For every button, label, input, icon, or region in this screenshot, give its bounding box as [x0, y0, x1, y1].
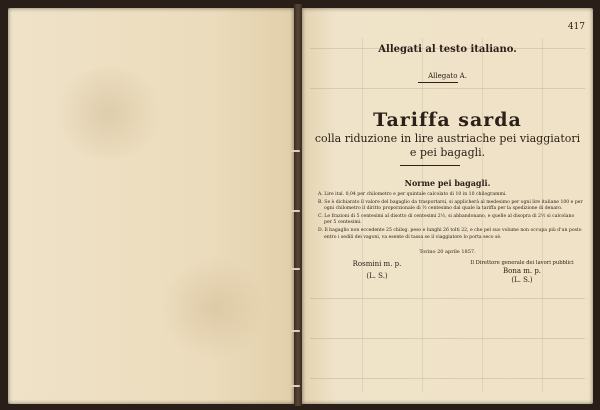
binding-gutter [294, 4, 302, 406]
rule-item-c: C. Le frazioni di 5 centesimi al disotto di centesimi 2½, si abbandonano, e quelle al disopra di 2½ si calcolano per 5 centesimi. [318, 213, 575, 226]
rule-item-d: D. Il bagaglio non eccedente 25 chilog. peso e lunghi 26 tolti 22, e che pel suo volume non occupa più d'un posto entro i sedili dei vagoni, va esente di tassa se il viaggiatore lo porta seco sè. [318, 227, 582, 240]
document-subtitle: colla riduzione in lire austriache pei viaggiatori e pei bagagli. [314, 132, 581, 159]
show-through-line [310, 378, 585, 379]
date-line: Torino 20 aprile 1857. [419, 249, 476, 255]
binding-stitch [290, 268, 300, 270]
running-header: Allegati al testo italiano. [378, 44, 517, 55]
left-page [8, 8, 294, 404]
binding-stitch [290, 330, 300, 332]
show-through-line [310, 338, 585, 339]
paper-stain [158, 258, 268, 358]
show-through-line [310, 298, 585, 299]
rules-list [318, 192, 583, 242]
section-heading: Norme pei bagagli. [404, 178, 491, 188]
page-number: 417 [567, 22, 585, 32]
signature-left-seal: (L. S.) [366, 272, 388, 280]
rule-item-a: A. Lire ital. 0,04 per chilometro e per quintale calcolato di 10 in 10 chilogrammi. [318, 192, 507, 197]
allegato-underline [418, 82, 458, 83]
binding-stitch [290, 150, 300, 152]
binding-stitch [290, 385, 300, 387]
document-title: Tariffa sarda [373, 109, 522, 131]
title-divider [400, 165, 460, 166]
binding-stitch [290, 210, 300, 212]
allegato-label: Allegato A. [428, 72, 467, 80]
signature-left-name: Rosmini m. p. [352, 260, 402, 268]
right-page [302, 8, 593, 404]
show-through-line [310, 88, 585, 89]
signature-right-seal: (L. S.) [511, 276, 533, 284]
paper-stain [48, 68, 168, 158]
rule-item-b: B. Se è dichiarato il valore del bagaglio da trasportarsi, si applicherà al medesimo per ogni lire italiane 100 e per ogni chilometro il diritto proporzionale di ½ centesimo dal quale la tariffa per la spedizione di denaro. [318, 199, 583, 212]
signature-right-title: Il Direttore generale dei lavori pubblici [470, 260, 574, 266]
signature-right-name: Bona m. p. [502, 267, 542, 275]
